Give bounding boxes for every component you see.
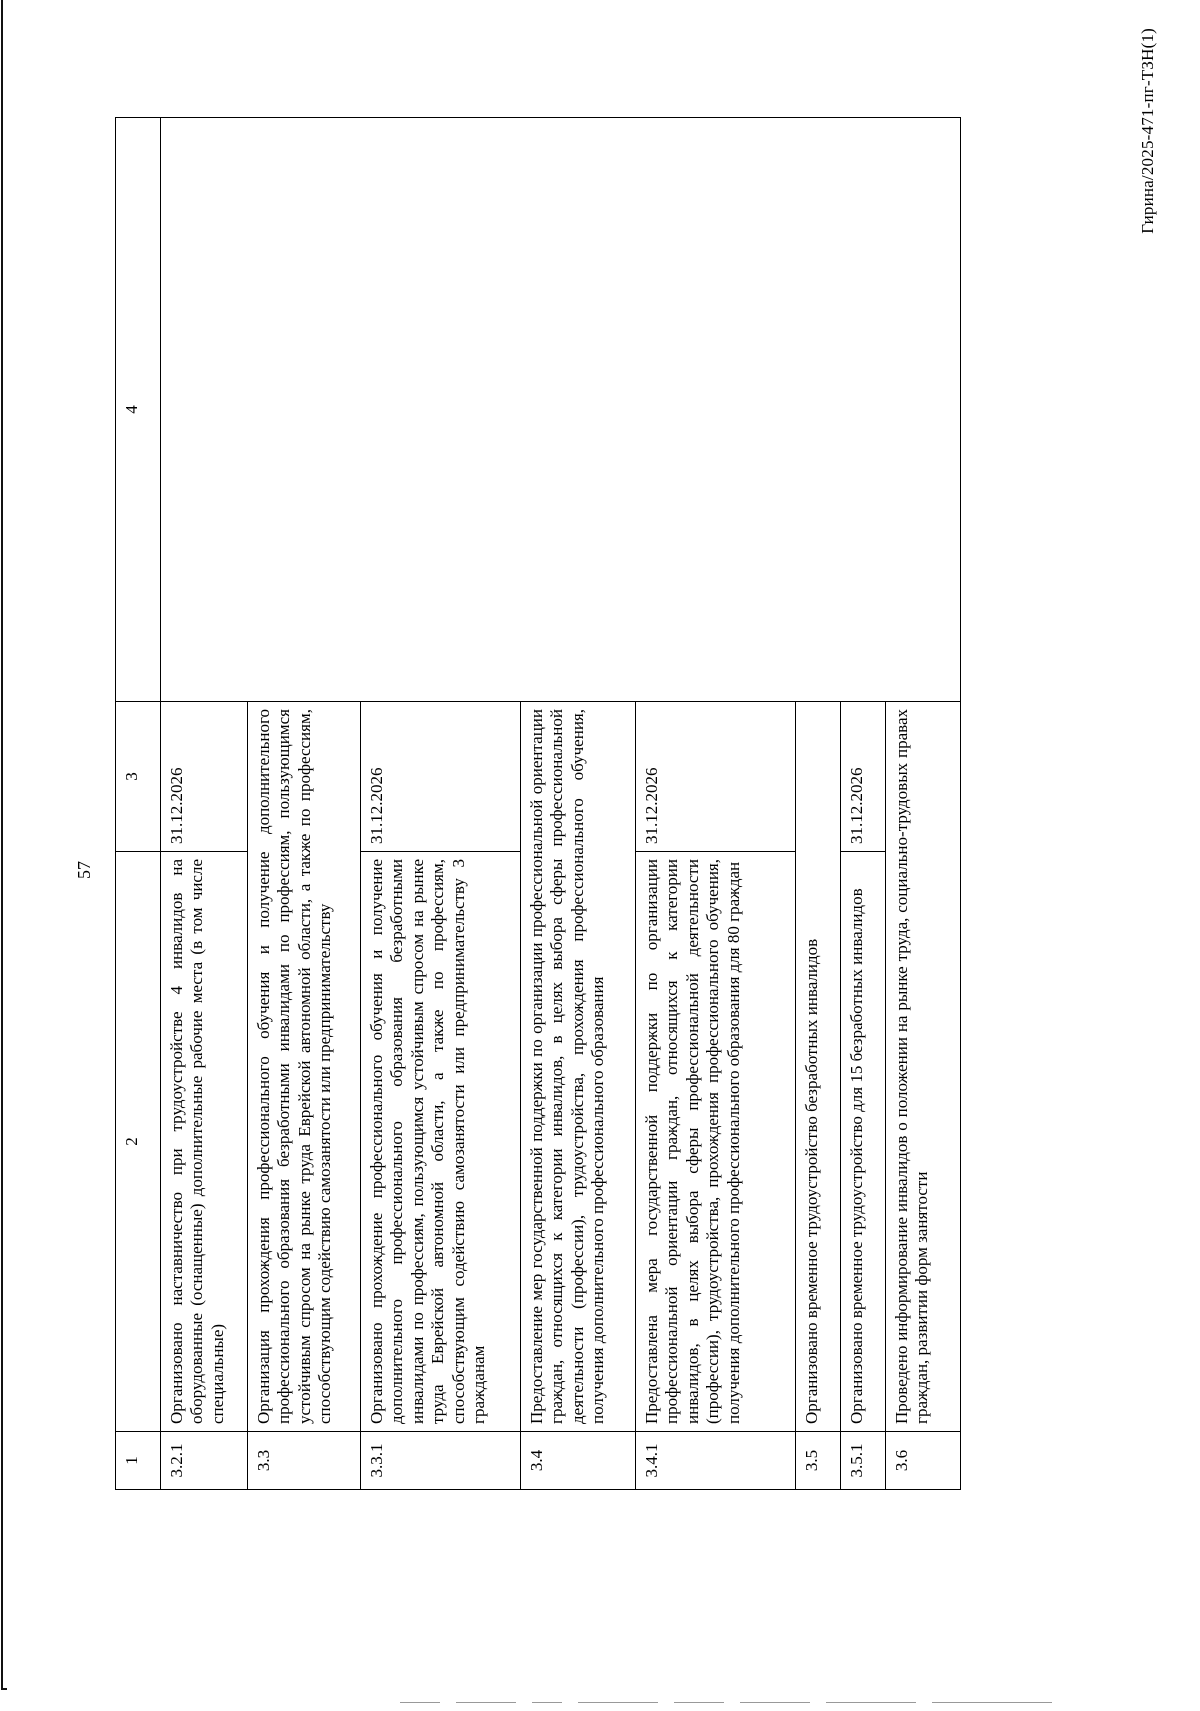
row-number: 3.6	[886, 1432, 961, 1490]
row-text: Организация прохождения профессионального обучения и получение дополнительного профессионального образования безработными инвалидами по профессиям, пользующимся устойчивым спросом на рынке труда Еврейской автономной области, а также по профессиям, способствующим содействию самозанятости или предпринимательству	[248, 702, 361, 1432]
row-number: 3.2.1	[161, 1432, 248, 1490]
row-number: 3.4.1	[636, 1432, 796, 1490]
row-number: 3.4	[521, 1432, 636, 1490]
header-col-4: 4	[116, 118, 161, 702]
document-code: Гирина/2025-471-пг-ТЗН(1)	[1138, 28, 1157, 234]
row-col4-empty	[161, 118, 961, 702]
plan-table	[115, 117, 961, 1490]
row-text: Организовано временное трудоустройство для 15 безработных инвалидов	[841, 852, 886, 1432]
header-col-2: 2	[116, 852, 161, 1432]
row-number: 3.3.1	[361, 1432, 521, 1490]
row-number: 3.5.1	[841, 1432, 886, 1490]
row-text: Предоставлена мера государственной поддержки по организации профессиональной ориентации граждан, относящихся к категории инвалидов, в целях выбора сферы профессиональной деятельности (профессии), трудоустройства, прохождения профессионального обучения, получения дополнительного профессионального образования для 80 граждан	[636, 852, 796, 1432]
row-number: 3.3	[248, 1432, 361, 1490]
row-text: Проведено информирование инвалидов о положении на рынке труда, социально-трудовых правах граждан, развитии форм занятости	[886, 702, 961, 1432]
row-text: Организовано наставничество при трудоустройстве 4 инвалидов на оборудованные (оснащенные) дополнительные рабочие места (в том числе специальные)	[161, 852, 248, 1432]
page-number: 57	[74, 861, 94, 879]
row-date: 31.12.2026	[841, 702, 886, 852]
header-col-3: 3	[116, 702, 161, 852]
row-text: Организовано прохождение профессионального обучения и получение дополнительного профессионального образования безработными инвалидами по профессиям, пользующимся устойчивым спросом на рынке труда Еврейской автономной области, а также по профессиям, способствующим содействию самозанятости или предпринимательству 3 гражданам	[361, 852, 521, 1432]
row-text: Предоставление мер государственной поддержки по организации профессиональной ориентации граждан, относящихся к категории инвалидов, в целях выбора сферы профессиональной деятельности (профессии), трудоустройства, прохождения профессионального обучения, получения дополнительного профессионального образования	[521, 702, 636, 1432]
row-date: 31.12.2026	[361, 702, 521, 852]
row-date: 31.12.2026	[636, 702, 796, 852]
table-row	[161, 118, 248, 1490]
row-text: Организовано временное трудоустройство безработных инвалидов	[796, 702, 841, 1432]
header-col-1: 1	[116, 1432, 161, 1490]
table-header-row	[116, 118, 161, 1490]
row-date: 31.12.2026	[161, 702, 248, 852]
row-number: 3.5	[796, 1432, 841, 1490]
